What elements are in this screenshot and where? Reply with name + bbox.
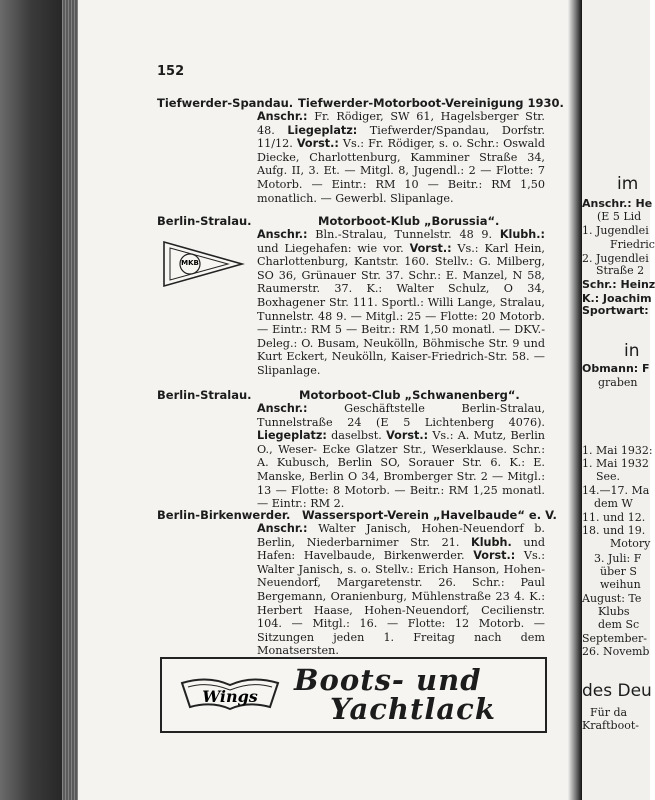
entry-text: Tiefwerder/Spandau, Dorfstr. xyxy=(357,123,545,137)
entry-text: Vs.: Karl Hein, Charlottenburg, Kantstr. 160. Stellv.: G. Milberg, SO 36, Grünauer Str. 37. Schr.: E. Manzel, N 58, Raumerstr. 37. K.: Walter Schulz, O 34, Boxhagener Str. 111. Sportl.: Willi Lange, Stralau, Tunnelstr. 48 9. — Mitgl.: 25 — Flotte: 20 Motorb. — Eintr.: RM 5 — Beitr.: RM 1,50 monatl. — DKV.-Deleg.: O. Busam, Neukölln, Böhmische Str. 9 und Kurt Eckert, Neukölln, Kaiser-Friedrich-Str. 58. — Slipanlage. xyxy=(257,241,545,377)
entry-club-name: Motorboot-Klub „Borussia“. xyxy=(318,214,500,228)
entry-text: Geschäftstelle Berlin-Stralau, Tunnelstraße 24 (E 5 Lichtenberg 4076). xyxy=(257,402,545,429)
right-page-line: Schr.: Heinz xyxy=(582,278,655,291)
right-page-line: Friedric xyxy=(610,238,655,251)
entry-club-name: Wassersport-Verein „Havelbaude“ e. V. xyxy=(302,508,557,522)
entry-label: Liegeplatz: xyxy=(257,429,327,443)
right-page-line: 1. Jugendlei xyxy=(582,224,649,237)
right-page-fragment xyxy=(582,0,655,800)
right-page-line: 3. Juli: F xyxy=(594,552,642,565)
entry-label: Klubh. xyxy=(471,535,512,549)
entry-location: Berlin-Stralau. xyxy=(157,214,252,228)
entry-label: Vorst.: xyxy=(409,241,452,255)
entry-body xyxy=(257,402,545,511)
entry-text: und Hafen: Havelbaude, Birkenwerder. xyxy=(257,535,545,563)
right-page-line: über S xyxy=(600,565,637,578)
entry-text: Vs.: Walter Janisch, s. o. Stellv.: Erich Hanson, Hohen-Neuendorf, Margaretenstr. 26. Schr.: Paul Bergemann, Oranienburg, Mühlenstraße 23 4. K.: Herbert Haase, Hohen-Neuendorf, Cecilienstr. 104. — Mitgl.: 16. — Flotte: 12 Motorb. — Sitzungen jeden 1. Freitag nach dem Monatsersten. xyxy=(257,549,546,658)
right-page-line: weihun xyxy=(600,578,641,591)
entry-location: Tiefwerder-Spandau. xyxy=(157,96,294,110)
entry-text: Bln.-Stralau, Tunnelstr. 48 9. xyxy=(307,228,500,241)
entry-body xyxy=(257,110,545,205)
entry-label: Vorst.: xyxy=(473,549,516,563)
entry-text: 11/12. xyxy=(257,137,297,151)
right-page-line: Straße 2 xyxy=(596,264,645,277)
right-page-line: 14.—17. Ma xyxy=(582,484,650,497)
right-page-line: Für da xyxy=(590,706,628,719)
entry-label: Vorst.: xyxy=(386,429,429,443)
entry-label: Anschr.: xyxy=(257,402,308,415)
right-page-line: des Deu xyxy=(582,681,652,701)
entry-body xyxy=(257,228,545,378)
ad-headline-line2: Yachtlack xyxy=(330,692,496,726)
right-page-line: 2. Jugendlei xyxy=(582,252,649,265)
right-page-line: 11. und 12. xyxy=(582,511,646,524)
right-page-line: Motory xyxy=(610,537,651,550)
page-number: 152 xyxy=(157,64,185,79)
entry-label: Anschr.: xyxy=(257,522,308,535)
pennant-monogram: MKB xyxy=(181,259,199,267)
entry-location: Berlin-Birkenwerder. xyxy=(157,508,291,522)
right-page-line: Klubs xyxy=(598,605,630,618)
entry-text: und Liegehafen: wie vor. xyxy=(257,241,410,255)
entry-club-name: Motorboot-Club „Schwanenberg“. xyxy=(299,388,520,402)
right-page-line: dem Sc xyxy=(598,618,640,631)
right-page-line: 18. und 19. xyxy=(582,524,646,537)
entry-text: Fr. Rödiger, SW 61, Hagelsberger Str. xyxy=(307,110,545,123)
right-page-line: in xyxy=(624,341,640,361)
entry-text: Vs.: A. Mutz, Berlin O., Weser- Ecke Glatzer Str., Weserklause. Schr.: A. Kubusch, Berlin SO, Sorauer Str. 6. K.: E. Manske, Berlin O 34, Bromberger Str. 2 — Mitgl.: 13 — Flotte: 8 Motorb. — Beitr.: RM 1,25 monatl. — Eintr.: RM 2. xyxy=(257,429,545,511)
right-page-line: August: Te xyxy=(582,592,642,605)
right-page-line: Obmann: F xyxy=(582,362,650,375)
right-page-line: K.: Joachim xyxy=(582,292,652,305)
right-page-line: (E 5 Lid xyxy=(597,210,642,223)
right-page-line: Sportwart: xyxy=(582,304,649,317)
advertisement xyxy=(160,657,547,733)
club-pennant-icon xyxy=(162,240,244,288)
entry-text: daselbst. xyxy=(326,429,387,443)
right-page-line: dem W xyxy=(594,497,633,510)
entry-text: 48. xyxy=(257,123,288,137)
right-page-line: graben xyxy=(598,376,638,389)
right-page-line: See. xyxy=(596,470,621,483)
book-spine xyxy=(568,0,582,800)
entry-text: Walter Janisch, Hohen-Neuendorf b. Berlin, Niederbarnimer Str. 21. xyxy=(257,522,545,549)
ad-headline-line1: Boots- und xyxy=(294,663,482,697)
right-page-line: 1. Mai 1932: xyxy=(582,444,653,457)
wings-logo-text: Wings xyxy=(202,687,258,706)
wings-logo-icon xyxy=(178,673,282,715)
entry-label: Anschr.: xyxy=(257,228,308,241)
right-page-line: 26. Novemb xyxy=(582,645,650,658)
page-edges xyxy=(62,0,78,800)
entry-label: Liegeplatz: xyxy=(287,123,358,137)
entry-label: Vorst.: xyxy=(296,137,339,151)
entry-label: Anschr.: xyxy=(257,110,308,123)
entry-text: Vs.: Fr. Rödiger, s. o. Schr.: Oswald Diecke, Charlottenburg, Kamminer Straße 34, Aufg. II, 3. Et. — Mitgl. 8, Jugendl.: 2 — Flotte: 7 Motorb. — Eintr.: RM 10 — Beitr.: RM 1,50 monatlich. — Gewerbl. Slipanlage. xyxy=(257,137,546,205)
right-page-line: im xyxy=(617,174,639,194)
right-page-line: Anschr.: He xyxy=(582,197,653,210)
entry-club-name: Tiefwerder-Motorboot-Vereinigung 1930. xyxy=(298,96,564,110)
entry-label: Klubh.: xyxy=(499,228,545,241)
right-page-line: 1. Mai 1932 xyxy=(582,457,649,470)
entry-body xyxy=(257,522,545,658)
right-page-line: September- xyxy=(582,632,647,645)
entry-location: Berlin-Stralau. xyxy=(157,388,252,402)
right-page-line: Kraftboot- xyxy=(582,719,639,732)
